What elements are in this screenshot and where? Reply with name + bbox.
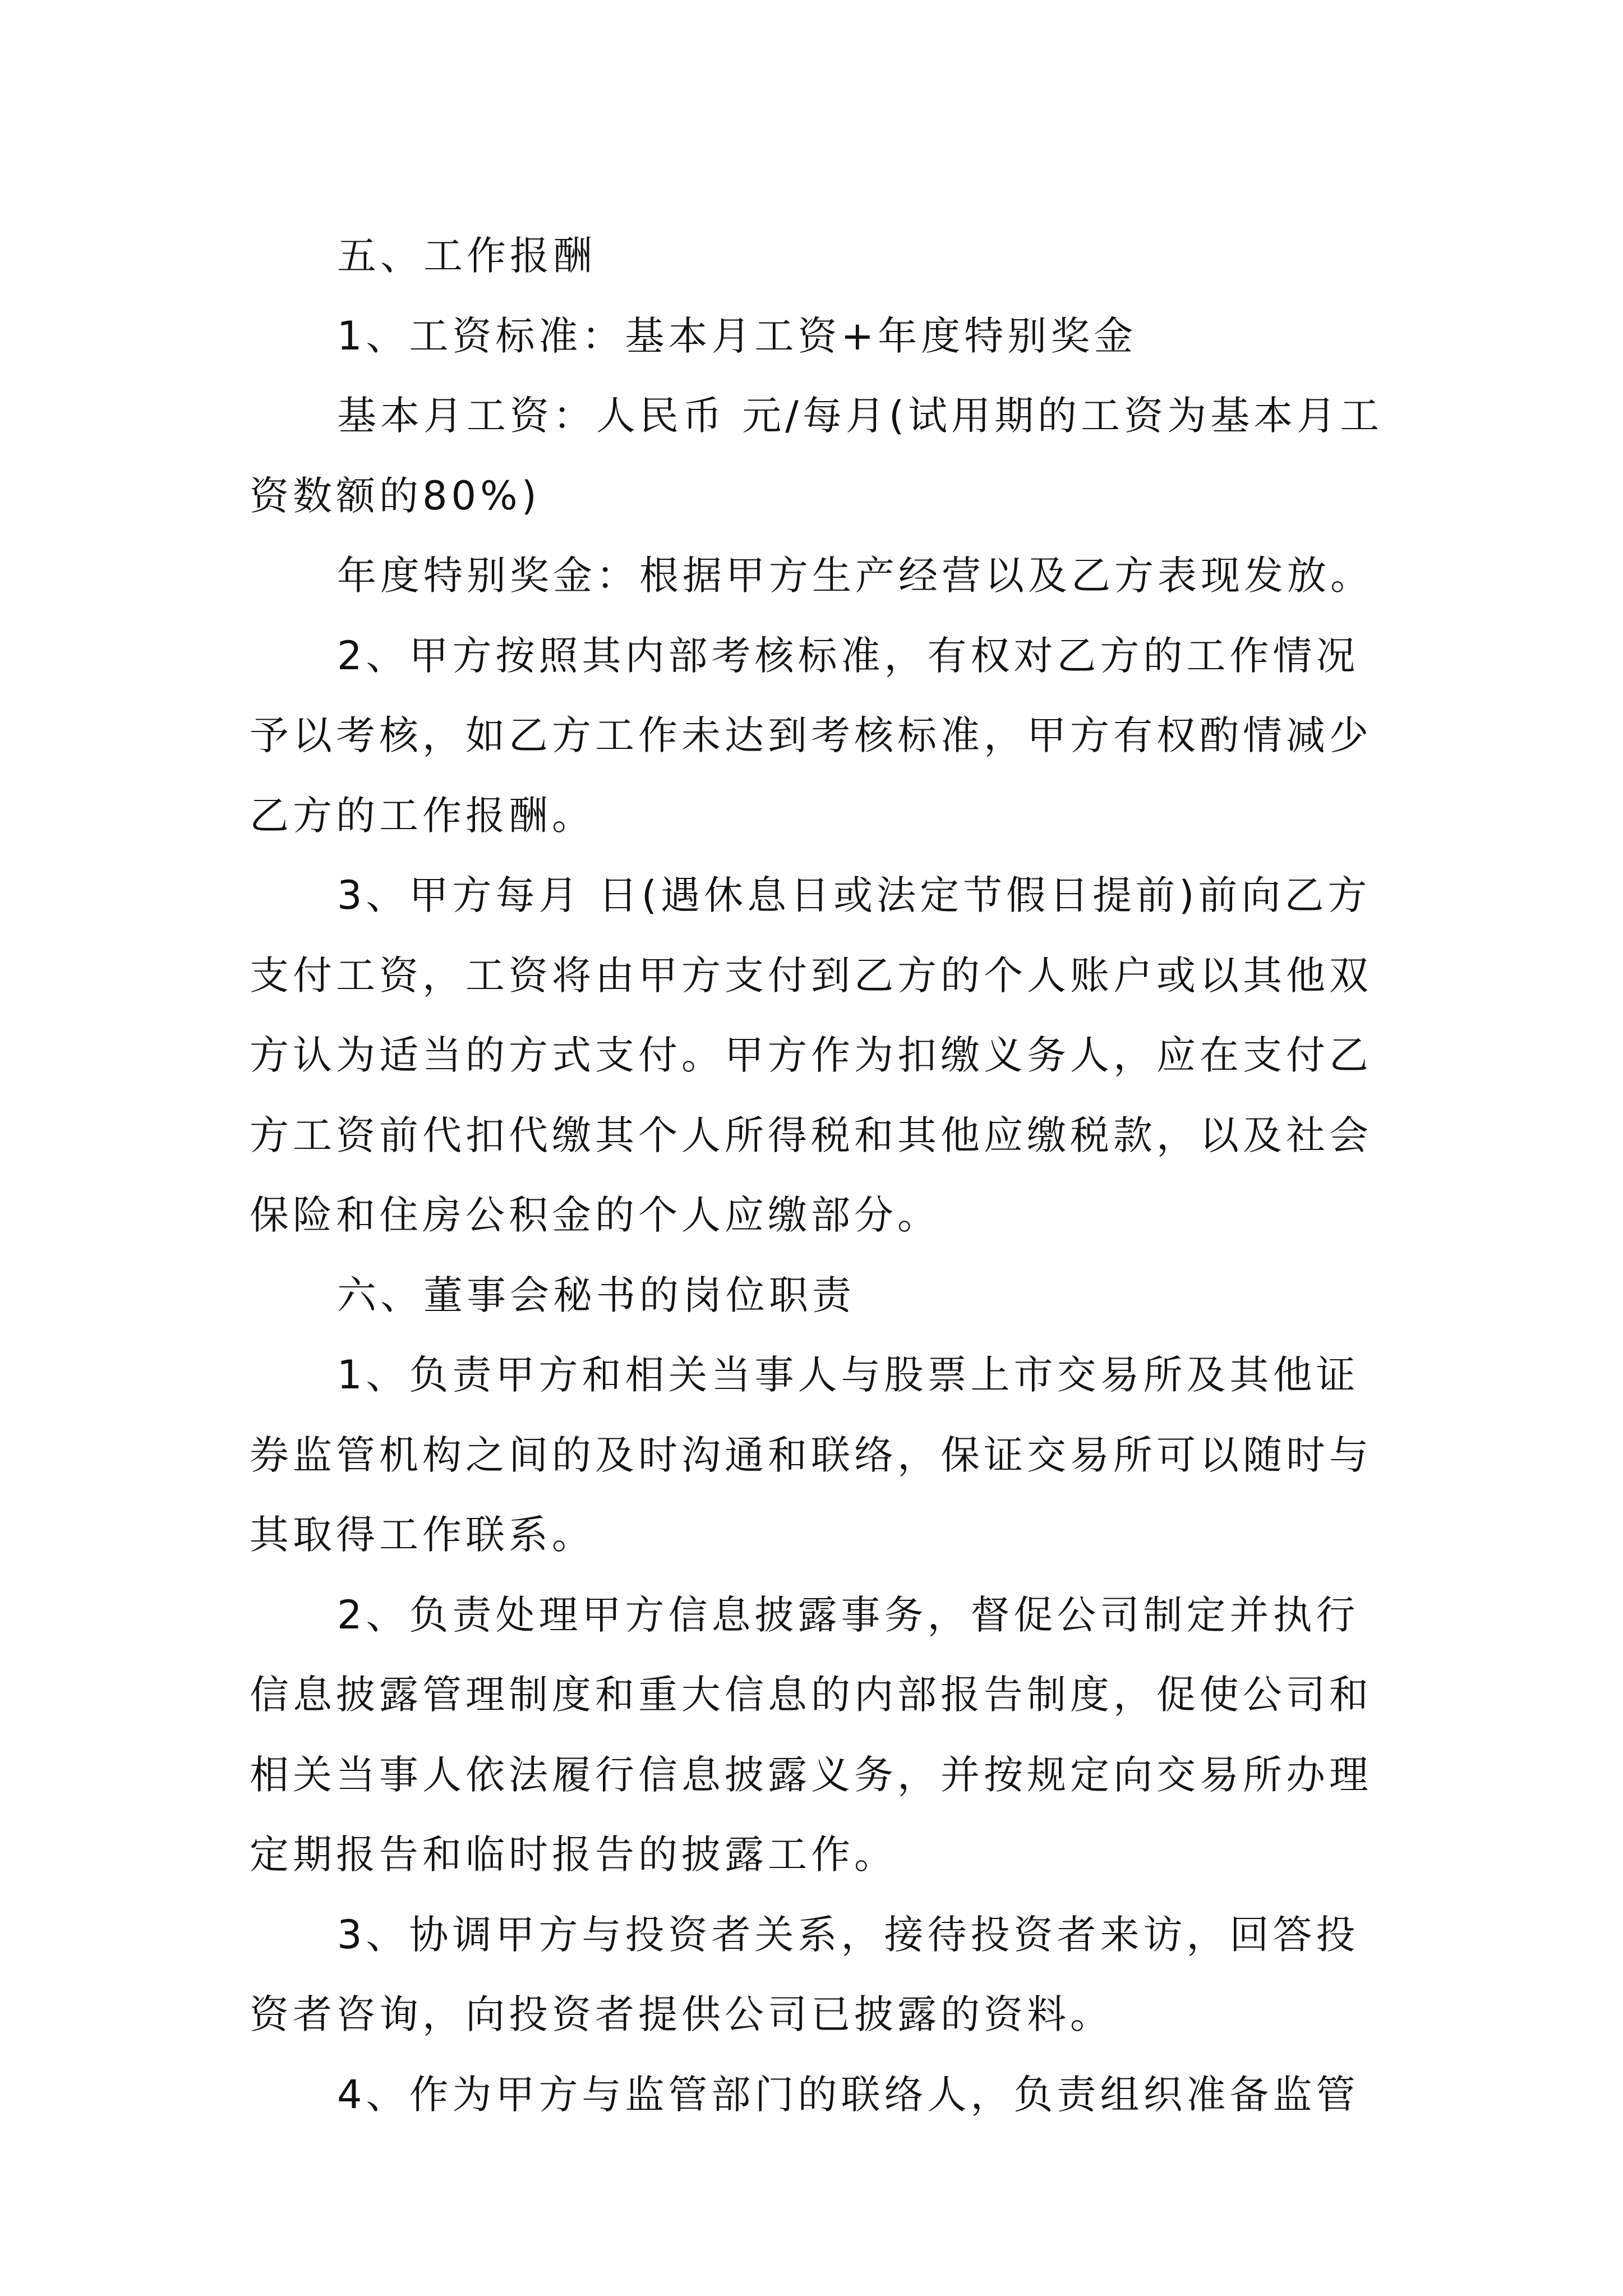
document-body bbox=[250, 216, 1394, 2134]
paragraph-duty-3: 3、协调甲方与投资者关系，接待投资者来访，回答投资者咨询，向投资者提供公司已披露的资料。 bbox=[250, 1911, 1359, 2037]
paragraph-salary-standard: 1、工资标准：基本月工资+年度特别奖金 bbox=[337, 312, 1137, 359]
paragraph-assessment: 2、甲方按照其内部考核标准，有权对乙方的工作情况予以考核，如乙方工作未达到考核标准，甲方有权酌情减少乙方的工作报酬。 bbox=[250, 632, 1372, 839]
paragraph-base-monthly-salary: 基本月工资：人民币 元/每月(试用期的工资为基本月工资数额的80%) bbox=[250, 393, 1384, 519]
section-heading-duties: 六、董事会秘书的岗位职责 bbox=[337, 1272, 855, 1318]
paragraph-payment: 3、甲方每月 日(遇休息日或法定节假日提前)前向乙方支付工资，工资将由甲方支付到乙方的个人账户或以其他双方认为适当的方式支付。甲方作为扣缴义务人，应在支付乙方工资前代扣代缴其个人所得税和其他应缴税款，以及社会保险和住房公积金的个人应缴部分。 bbox=[250, 872, 1372, 1238]
paragraph-duty-2: 2、负责处理甲方信息披露事务，督促公司制定并执行信息披露管理制度和重大信息的内部报告制度，促使公司和相关当事人依法履行信息披露义务，并按规定向交易所办理定期报告和临时报告的披露工作。 bbox=[250, 1591, 1372, 1878]
paragraph-annual-bonus: 年度特别奖金：根据甲方生产经营以及乙方表现发放。 bbox=[337, 553, 1373, 599]
section-heading-compensation: 五、工作报酬 bbox=[337, 233, 596, 279]
paragraph-duty-4: 4、作为甲方与监管部门的联络人，负责组织准备监管 bbox=[337, 2071, 1359, 2118]
paragraph-duty-1: 1、负责甲方和相关当事人与股票上市交易所及其他证券监管机构之间的及时沟通和联络，保证交易所可以随时与其取得工作联系。 bbox=[250, 1352, 1372, 1558]
